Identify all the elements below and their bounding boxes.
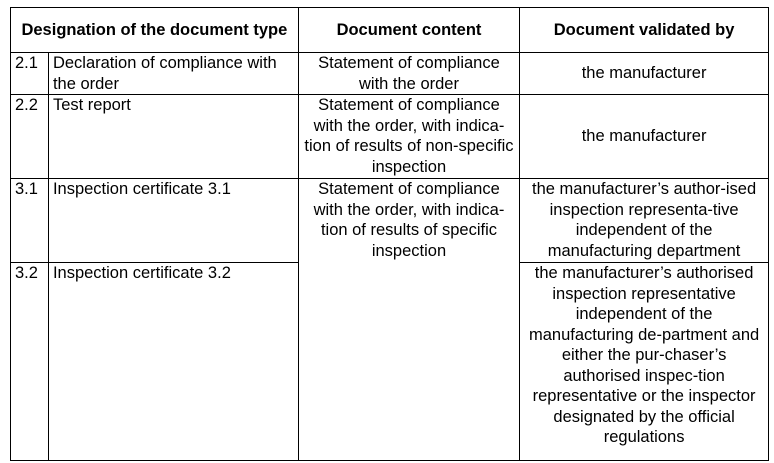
row-number: 2.1 bbox=[11, 53, 49, 95]
row-designation: Inspection certificate 3.2 bbox=[48, 263, 298, 461]
row-number: 3.1 bbox=[11, 179, 49, 263]
row-designation: Declaration of compliance with the order bbox=[48, 53, 298, 95]
row-content: Statement of compliance with the order bbox=[298, 53, 519, 95]
row-designation: Inspection certificate 3.1 bbox=[48, 179, 298, 263]
row-number: 3.2 bbox=[11, 263, 49, 461]
header-designation: Designation of the document type bbox=[11, 8, 299, 53]
table-row bbox=[11, 179, 769, 263]
document-types-table bbox=[10, 7, 769, 461]
row-number: 2.2 bbox=[11, 95, 49, 179]
table-row bbox=[11, 53, 769, 95]
document-page bbox=[10, 7, 769, 459]
header-content: Document content bbox=[298, 8, 519, 53]
header-validated-by: Document validated by bbox=[520, 8, 769, 53]
row-designation: Test report bbox=[48, 95, 298, 179]
row-validated-by: the manufacturer bbox=[520, 53, 769, 95]
row-content: Statement of compliance with the order, with indica-tion of results of non-specific inspection bbox=[298, 95, 519, 179]
row-validated-by: the manufacturer’s author-ised inspection representa-tive independent of the manufacturing department bbox=[520, 179, 769, 263]
row-validated-by: the manufacturer’s authorised inspection representative independent of the manufacturing de-partment and either the pur-chaser’s authorised inspec-tion representative or the inspector designated by the official regulations bbox=[520, 263, 769, 461]
table-header-row bbox=[11, 8, 769, 53]
row-content: Statement of compliance with the order, with indica-tion of results of specific inspection bbox=[298, 179, 519, 461]
row-validated-by: the manufacturer bbox=[520, 95, 769, 179]
table-row bbox=[11, 95, 769, 179]
